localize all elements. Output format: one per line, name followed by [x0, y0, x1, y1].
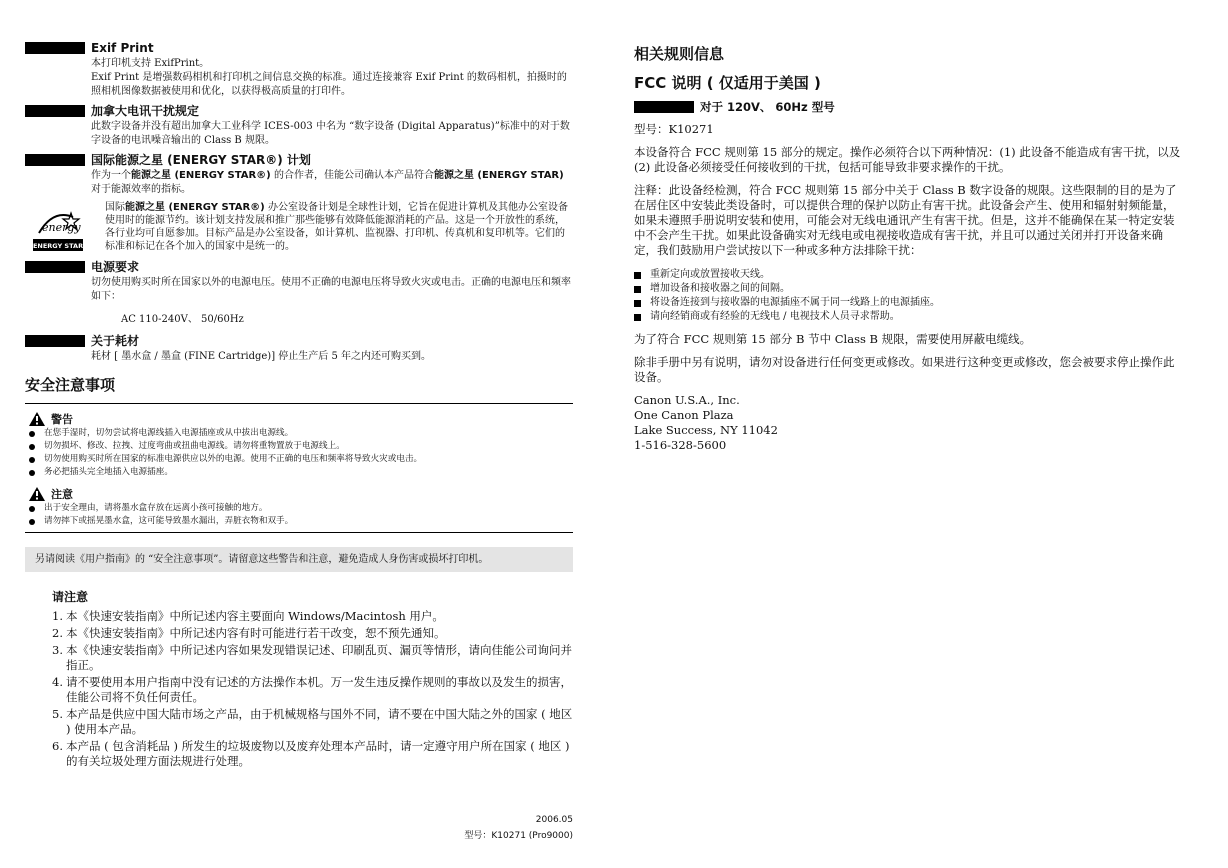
heading-bar — [25, 154, 85, 166]
list-number: 5. — [52, 707, 63, 721]
text-span: 国际 — [105, 202, 125, 213]
address-line: Lake Success, NY 11042 — [634, 423, 778, 437]
list-item — [52, 675, 573, 705]
ac-voltage: AC 110-240V、 50/60Hz — [121, 314, 244, 325]
model-number: 型号：K10271 — [634, 122, 714, 136]
heading-bar — [25, 261, 85, 273]
footer — [464, 815, 573, 841]
square-bullet-icon — [634, 314, 641, 321]
section-title: 电源要求 — [91, 260, 140, 274]
list-item-text: 请向经销商或有经验的无线电 / 电视技术人员寻求帮助。 — [650, 311, 900, 322]
bullet-icon — [29, 444, 35, 450]
section-canada-heading — [25, 103, 573, 118]
bullet-icon — [29, 470, 35, 476]
text-span: 的合作者，佳能公司确认本产品符合 — [270, 170, 434, 181]
list-number: 3. — [52, 643, 63, 657]
warning-list — [25, 427, 573, 479]
list-item — [52, 626, 573, 641]
text-span: 办公室设备计划是全球性计划，它旨在促进计算机及其他办公室设备使用时的能源节约。该计划支持发展和推广那些能够有效降低能源消耗的产品。这是一个开放性的系统，各行业均可自愿参加。目标产品是办公室设备，如计算机、监视器、打印机、传真机和复印机等。它们的标准和标记在各个加入的国家中是统一的。 — [105, 202, 568, 252]
bullet-icon — [29, 431, 35, 437]
caution-title: 注意 — [51, 488, 73, 501]
list-number: 4. — [52, 675, 63, 689]
address-line: Canon U.S.A., Inc. — [634, 393, 740, 407]
bullet-icon — [29, 457, 35, 463]
list-item — [634, 282, 1184, 296]
heading-bar — [25, 105, 85, 117]
list-item — [52, 707, 573, 737]
list-item-text: 切勿使用购买时所在国家的标准电源供应以外的电源。使用不正确的电压和频率将导致火灾或电击。 — [44, 454, 423, 464]
fcc-paragraph-2: 注释：此设备经检测，符合 FCC 规则第 15 部分中关于 Class B 数字设备的规限。这些限制的目的是为了在居住区中安装此类设备时，可以提供合理的保护以防止有害干扰。此设备会产生、使用和辐射射频能量，如果未遵照手册说明安装和使用，可能会对无线电通讯产生有害干扰。但是，这并不能确保在某一特定安装中不会产生干扰。如果此设备确实对无线电或电视接收造成有害干扰，并且可以通过关闭并打开设备来确定，我们鼓励用户尝试按以下一种或多种方法排除干扰： — [634, 183, 1177, 257]
fcc-title: FCC 说明 ( 仅适用于美国 ) — [634, 74, 821, 92]
text-line: Exif Print 是增强数码相机和打印机之间信息交换的标准。通过连接兼容 Exif Print 的数码相机，拍摄时的照相机图像数据被使用和优化，以获得极高质量的打印件。 — [91, 72, 567, 97]
energy-detail — [25, 201, 573, 255]
list-item-text: 将设备连接到与接收器的电源插座不属于同一线路上的电源插座。 — [650, 297, 940, 308]
section-consumables-heading — [25, 333, 573, 348]
note-box: 另请阅读《用户指南》的 “安全注意事项”。请留意这些警告和注意，避免造成人身伤害或损坏打印机。 — [25, 547, 573, 572]
caution-list — [25, 502, 573, 528]
text-span-bold: 能源之星 (ENERGY STAR®) — [131, 170, 271, 181]
svg-text:energy: energy — [42, 221, 81, 234]
measures-list — [634, 268, 1184, 324]
warning-heading — [29, 411, 573, 427]
section-power-body: 切勿使用购买时所在国家以外的电源电压。使用不正确的电源电压将导致火灾或电击。正确的电源电压和频率如下： — [91, 277, 571, 302]
section-exif-body — [91, 57, 573, 99]
heading-bar — [25, 42, 85, 54]
text-span: 作为一个 — [91, 170, 131, 181]
list-item-text: 切勿损坏、修改、拉拽、过度弯曲或扭曲电源线。请勿将重物置放于电源线上。 — [44, 441, 345, 451]
fcc-paragraph-3: 为了符合 FCC 规则第 15 部分 B 节中 Class B 规限，需要使用屏蔽电缆线。 — [634, 332, 1032, 346]
list-item — [25, 453, 573, 466]
heading-bar — [25, 335, 85, 347]
section-title: 加拿大电讯干扰规定 — [91, 104, 200, 118]
square-bullet-icon — [634, 272, 641, 279]
section-power-heading — [25, 259, 573, 274]
caution-triangle-icon — [29, 487, 45, 501]
energy-logo-box — [25, 201, 91, 255]
list-item-text: 在您手湿时，切勿尝试将电源线插入电源插座或从中拔出电源线。 — [44, 428, 294, 438]
list-item-text: 本《快速安装指南》中所记述内容有时可能进行若干改变，恕不预先通知。 — [66, 626, 446, 640]
list-item — [25, 502, 573, 515]
list-item — [25, 466, 573, 479]
list-item-text: 务必把插头完全地插入电源插座。 — [44, 467, 173, 477]
address-line: One Canon Plaza — [634, 408, 734, 422]
list-item — [25, 427, 573, 440]
footer-date: 2006.05 — [535, 815, 573, 825]
heading-bar — [634, 101, 694, 113]
bullet-icon — [29, 506, 35, 512]
list-item-text: 增加设备和接收器之间的间隔。 — [650, 283, 790, 294]
list-item — [634, 296, 1184, 310]
list-item-text: 本《快速安装指南》中所记述内容主要面向 Windows/Macintosh 用户。 — [66, 609, 444, 623]
regulatory-title: 相关规则信息 — [634, 45, 725, 63]
section-consumables-body: 耗材 [ 墨水盒 / 墨盒 (FINE Cartridge)] 停止生产后 5 年之内还可购买到。 — [91, 351, 431, 362]
list-item-text: 请勿摔下或摇晃墨水盒，这可能导致墨水漏出，弄脏衣物和双手。 — [44, 516, 294, 526]
list-item — [52, 739, 573, 769]
list-item — [634, 310, 1184, 324]
text-span-bold: 能源之星 (ENERGY STAR®) — [125, 202, 265, 213]
list-item-text: 请不要使用本用户指南中没有记述的方法操作本机。万一发生违反操作规则的事故以及发生的损害，佳能公司将不负任何责任。 — [66, 675, 572, 704]
left-column — [25, 40, 573, 771]
right-column — [634, 40, 1184, 453]
safety-title: 安全注意事项 — [25, 374, 573, 404]
list-item — [634, 268, 1184, 282]
svg-text:ENERGY STAR: ENERGY STAR — [33, 242, 83, 250]
text-line: 本打印机支持 ExifPrint。 — [91, 58, 210, 69]
section-title: 国际能源之星 (ENERGY STAR®) 计划 — [91, 153, 311, 167]
list-item — [52, 609, 573, 624]
section-canada-body — [91, 120, 573, 148]
text-span-bold: 能源之星 (ENERGY STAR) — [433, 170, 564, 181]
caution-heading — [29, 486, 573, 502]
list-number: 6. — [52, 739, 63, 753]
energy-star-logo-icon — [33, 201, 83, 251]
text-line: 此数字设备并没有超出加拿大工业科学 ICES-003 中名为 “数字设备 (Digital Apparatus)”标准中的对于数字设备的电讯噪音输出的 Class B 规限。 — [91, 121, 570, 146]
notes-title: 请注意 — [52, 590, 89, 604]
address-line: 1-516-328-5600 — [634, 438, 727, 452]
warning-triangle-icon — [29, 412, 45, 426]
list-item-text: 本《快速安装指南》中所记述内容如果发现错误记述、印刷乱页、漏页等情形，请向佳能公司询问并指正。 — [66, 643, 572, 672]
list-item — [25, 515, 573, 528]
notes-list — [52, 609, 573, 769]
list-item-text: 本产品 ( 包含消耗品 ) 所发生的垃圾废物以及废弃处理本产品时，请一定遵守用户所在国家 ( 地区 ) 的有关垃圾处理方面法规进行处理。 — [66, 739, 570, 768]
section-energy-body — [91, 169, 573, 197]
bullet-icon — [29, 519, 35, 525]
list-item — [52, 643, 573, 673]
fcc-paragraph-1: 本设备符合 FCC 规则第 15 部分的规定。操作必须符合以下两种情况：(1) 此设备不能造成有害干扰，以及 (2) 此设备必须接受任何接收到的干扰，包括可能导致非要求操作的干扰。 — [634, 145, 1181, 174]
list-item-text: 重新定向或放置接收天线。 — [650, 269, 770, 280]
fcc-subtitle: 对于 120V、 60Hz 型号 — [700, 99, 835, 114]
text-span: 对于能源效率的指标。 — [91, 184, 191, 195]
list-item-text: 本产品是供应中国大陆市场之产品，由于机械规格与国外不同，请不要在中国大陆之外的国家 ( 地区 ) 使用本产品。 — [66, 707, 573, 736]
list-item-text: 出于安全理由，请将墨水盒存放在远离小孩可接触的地方。 — [44, 503, 268, 513]
energy-detail-text — [105, 201, 573, 255]
fcc-subheading — [634, 99, 1184, 114]
address-block — [634, 393, 1184, 453]
footer-model: 型号：K10271 (Pro9000) — [464, 831, 573, 841]
warning-title: 警告 — [51, 413, 73, 426]
list-number: 1. — [52, 609, 63, 623]
section-title: Exif Print — [91, 40, 154, 55]
square-bullet-icon — [634, 300, 641, 307]
fcc-paragraph-4: 除非手册中另有说明，请勿对设备进行任何变更或修改。如果进行这种变更或修改，您会被要求停止操作此设备。 — [634, 355, 1175, 384]
square-bullet-icon — [634, 286, 641, 293]
section-title: 关于耗材 — [91, 334, 140, 348]
list-item — [25, 440, 573, 453]
list-number: 2. — [52, 626, 63, 640]
section-energy-heading — [25, 152, 573, 167]
divider — [25, 532, 573, 533]
section-exif-heading — [25, 40, 573, 55]
